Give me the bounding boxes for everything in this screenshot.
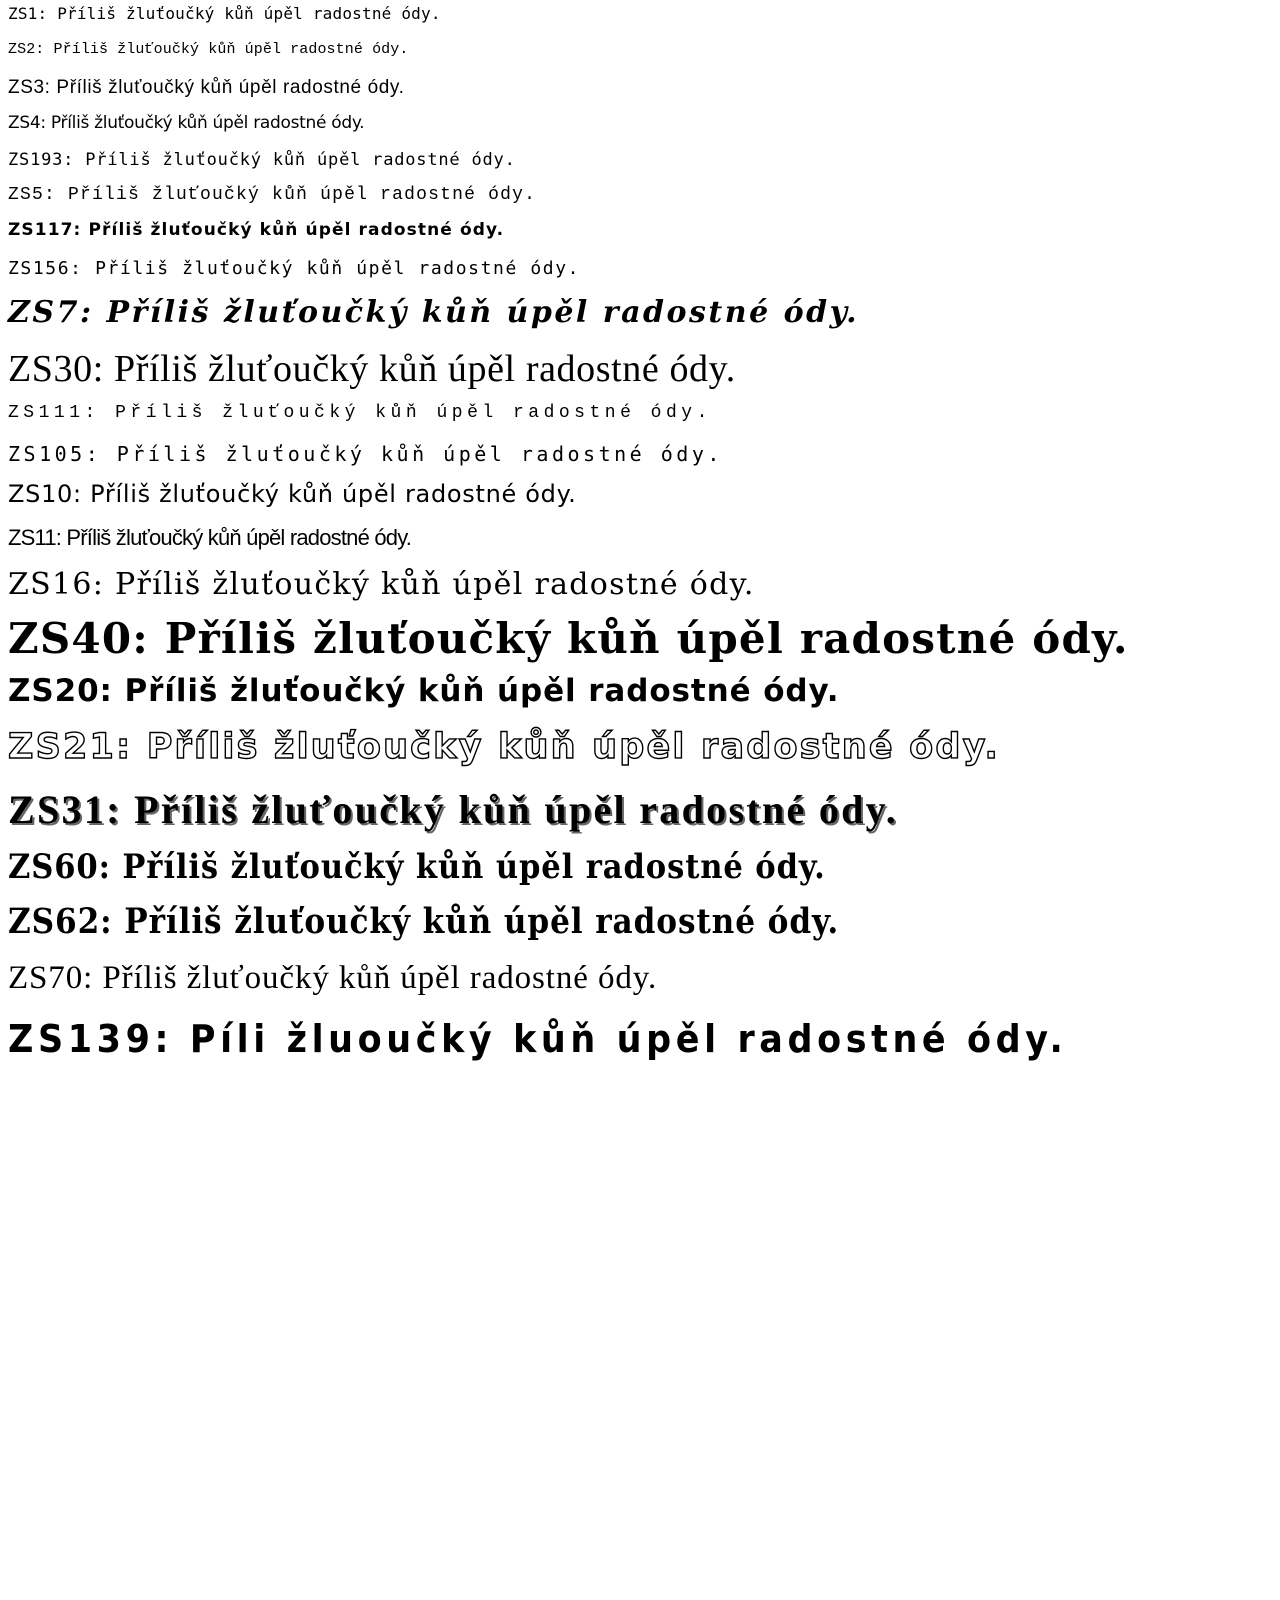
font-sample-zs156	[8, 260, 580, 278]
sample-text: Příliš žluťoučký kůň úpěl radostné ódy.	[114, 348, 736, 390]
font-sample-zs2	[8, 42, 408, 57]
sample-text: Příliš žluťoučký kůň úpěl radostné ódy.	[146, 727, 1000, 767]
sample-text: Příliš žluťoučký kůň úpěl radostné ódy.	[56, 77, 405, 98]
sample-text: Příliš žluťoučký kůň úpěl radostné ódy.	[68, 185, 537, 205]
sample-label: ZS21:	[8, 727, 133, 767]
sample-text: Příliš žluťoučký kůň úpěl radostné ódy.	[102, 960, 658, 996]
sample-text: Příliš žluťoučký kůň úpěl radostné ódy.	[115, 567, 755, 602]
sample-text: Příliš žluťoučký kůň úpěl radostné ódy.	[115, 403, 712, 423]
sample-text: Příliš žluťoučký kůň úpěl radostné ódy.	[116, 442, 723, 466]
font-sample-zs62	[8, 901, 840, 942]
sample-label: ZS139:	[8, 1017, 174, 1061]
sample-label: ZS30:	[8, 348, 104, 390]
font-sample-zs60	[8, 847, 826, 887]
sample-text: Příliš žluťoučký kůň úpěl radostné ódy.	[124, 901, 840, 942]
font-sample-zs117	[8, 222, 504, 239]
font-sample-zs21	[8, 727, 1000, 767]
sample-label: ZS20:	[8, 673, 113, 709]
font-sample-zs70	[8, 962, 657, 995]
sample-text: Příliš žluťoučký kůň úpěl radostné ódy.	[95, 258, 581, 279]
font-sample-zs40	[8, 614, 1129, 663]
sample-label: ZS11:	[8, 525, 62, 550]
sample-label: ZS62:	[8, 901, 113, 942]
sample-label: ZS4:	[8, 113, 46, 133]
sample-label: ZS10:	[8, 480, 82, 508]
sample-label: ZS111:	[8, 403, 100, 423]
sample-text: Příliš žluťoučký kůň úpěl radostné ódy.	[164, 614, 1129, 663]
font-sample-zs16	[8, 567, 755, 602]
font-sample-zs7	[8, 295, 860, 330]
sample-label: ZS156:	[8, 258, 83, 279]
sample-label: ZS105:	[8, 442, 102, 466]
sample-text: Příliš žluťoučký kůň úpěl radostné ódy.	[50, 113, 365, 133]
font-sample-zs139	[8, 1017, 1068, 1061]
font-sample-zs10	[8, 482, 576, 506]
sample-label: ZS16:	[8, 567, 105, 602]
sample-text: Příliš žluťoučký kůň úpěl radostné ódy.	[85, 150, 516, 170]
sample-label: ZS2:	[8, 41, 45, 58]
sample-label: ZS1:	[8, 4, 48, 23]
sample-text: Příliš žluťoučký kůň úpěl radostné ódy.	[106, 295, 860, 330]
font-sample-zs30	[8, 350, 736, 388]
sample-text: Příliš žluťoučký kůň úpěl radostné ódy.	[57, 4, 441, 23]
sample-label: ZS5:	[8, 185, 57, 205]
font-sample-zs111	[8, 404, 712, 422]
sample-label: ZS60:	[8, 847, 111, 887]
sample-label: ZS40:	[8, 614, 149, 663]
sample-label: ZS193:	[8, 150, 75, 170]
font-sample-zs1	[8, 6, 441, 22]
font-sample-zs20	[8, 673, 840, 709]
sample-label: ZS31:	[8, 787, 122, 832]
font-sample-zs193	[8, 152, 516, 169]
sample-text: Příliš žluťoučký kůň úpěl radostné ódy.	[53, 41, 409, 58]
sample-label: ZS7:	[8, 295, 94, 330]
sample-text: Příliš žluťoučký kůň úpěl radostné ódy.	[90, 480, 577, 508]
font-sample-zs31	[8, 787, 899, 832]
sample-text: Píli žluoučký kůň úpěl radostné ódy.	[189, 1017, 1068, 1061]
sample-label: ZS70:	[8, 960, 94, 996]
sample-label: ZS3:	[8, 77, 51, 98]
sample-text: Příliš žluťoučký kůň úpěl radostné ódy.	[124, 673, 840, 709]
sample-text: Příliš žluťoučký kůň úpěl radostné ódy.	[88, 220, 505, 240]
sample-label: ZS117:	[8, 220, 82, 240]
font-sample-zs4	[8, 115, 364, 132]
font-sample-zs105	[8, 444, 723, 464]
font-sample-zs5	[8, 186, 536, 204]
font-sample-zs3	[8, 78, 404, 97]
sample-text: Příliš žluťoučký kůň úpěl radostné ódy.	[122, 847, 826, 887]
sample-text: Příliš žluťoučký kůň úpěl radostné ódy.	[66, 525, 412, 550]
sample-text: Příliš žluťoučký kůň úpěl radostné ódy.	[134, 787, 899, 832]
font-sample-zs11	[8, 527, 411, 549]
